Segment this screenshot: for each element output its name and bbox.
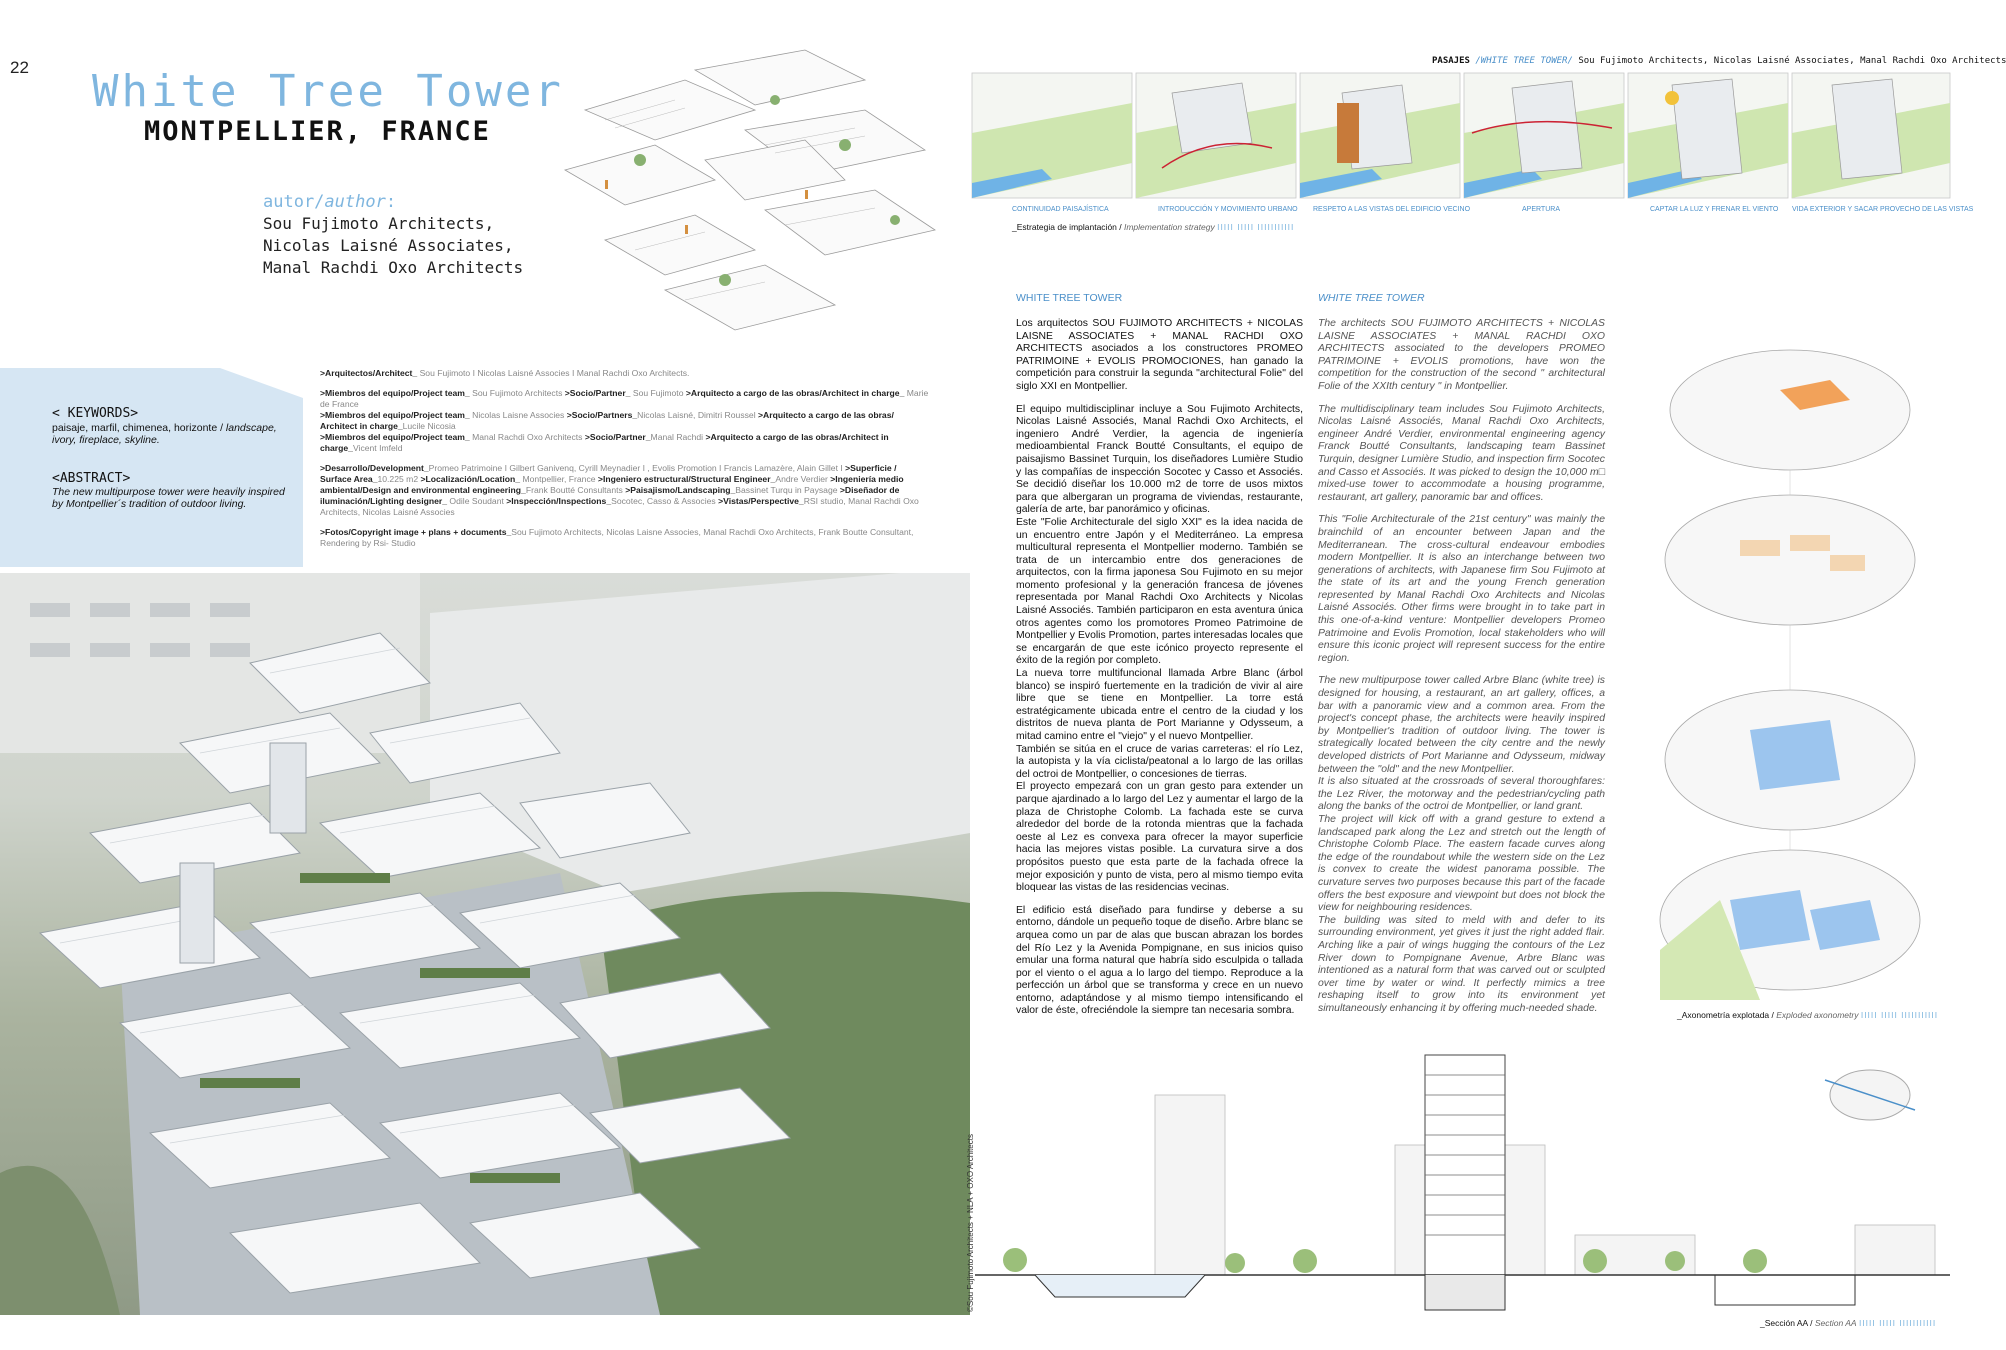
strategy-label: APERTURA bbox=[1522, 206, 1560, 213]
credit-run: Socotec, Casso & Associes bbox=[611, 496, 719, 506]
column-heading-en: WHITE TREE TOWER bbox=[1318, 292, 1425, 304]
credit-run: Manal Rachdi bbox=[650, 432, 706, 442]
credit-run: 10.225 m2 bbox=[377, 474, 421, 484]
section-aa-drawing bbox=[975, 1035, 1950, 1313]
body-text-es bbox=[1016, 318, 1303, 1018]
credit-run: Nicolas Laisne Associes bbox=[472, 410, 567, 420]
page-number-left: 22 bbox=[10, 58, 29, 77]
credits-paragraph bbox=[320, 463, 930, 518]
body-paragraph: The project will kick off with a grand gesture to extend a landscaped park along the Lez and stretch out the length of Christophe Colomb Place. The eastern facade curves along the edge of the roundabout while the western side on the Lez is convex to create the widest panorama possible. The curvature serves two purposes because this part of the facade offers the best exposure and viewpoint but does not block the view for neighbouring residences. bbox=[1318, 813, 1605, 914]
credit-run: Bassinet Turqu in Paysage bbox=[735, 485, 840, 495]
credit-run: Marie de France bbox=[320, 388, 929, 409]
author-line: Nicolas Laisné Associates, bbox=[263, 236, 514, 255]
abstract-text: The new multipurpose tower were heavily inspired by Montpellier´s tradition of outdoor living. bbox=[52, 486, 285, 510]
body-text-en bbox=[1318, 318, 1605, 1015]
credit-run: Promeo Patrimoine I Gilbert Ganivenq, Cyrill Meynadier I , Evolis Promotion I Francis Lamazère, Alain Gillet I bbox=[428, 463, 846, 473]
credit-run: >Socio/Partners_ bbox=[566, 410, 638, 420]
author-line: Sou Fujimoto Architects, bbox=[263, 214, 495, 233]
credit-run: Frank Boutté Consultants bbox=[525, 485, 626, 495]
credit-run: Sou Fujimoto Architects bbox=[472, 388, 565, 398]
credit-run: >Inspección/Inspections_ bbox=[506, 496, 612, 506]
author-list bbox=[263, 213, 523, 279]
strategy-caption: _Estrategia de implantación / Implementation strategy IIIII IIIII IIIIIIIIIII bbox=[1012, 222, 1295, 232]
credit-run: >Arquitecto a cargo de las obras/ Architect in charge_ bbox=[320, 410, 894, 431]
body-paragraph: El proyecto empezará con un gran gesto para extender un parque ajardinado a lo largo del Lez y aumentar el largo de la plaza de Christophe Colomb. La fachada este se curva alrededor del borde de la rotonda mientras que la fachada oeste al Lez es convexa para ofrecer la mayor superficie hacia las mejores vistas posible. La curvatura sirve a dos propósitos puesto que esta parte de la fachada ofrece la mejor exposición y punto de vista, pero al mismo tiempo evita bloquear las vistas de las residencias vecinas. bbox=[1016, 781, 1303, 894]
exploded-axonometry-drawing bbox=[1640, 300, 1950, 1000]
body-paragraph: The multidisciplinary team includes Sou Fujimoto Architects, Nicolas Laisné Associés, Manal Rachdi Oxo Architects, engineer André Verdier, environmental engineering agency Franck Boutté Consultants, landscaping team Bassinet Turquin, designer Lumière Studio, and inspection firm Socotec and Casso et Associés. It was picked to design the 10,000 m□ mixed-use tower to accommodate a housing programme, restaurant, art gallery, panoramic bar and offices. bbox=[1318, 403, 1605, 503]
axonometry-caption: _Axonometría explotada / Exploded axonometry IIIII IIIII IIIIIIIIIII bbox=[1677, 1010, 1939, 1020]
strategy-label: CAPTAR LA LUZ Y FRENAR EL VIENTO bbox=[1650, 206, 1779, 213]
body-paragraph: Los arquitectos SOU FUJIMOTO ARCHITECTS + NICOLAS LAISNE ASSOCIATES + MANAL RACHDI OXO ARCHITECTS asociados a los constructores PROMEO PATRIMOINE + EVOLIS PROMOCIONES, han ganado la competición para construir la segunda "architectural Folie" del siglo XXI en Montpellier. bbox=[1016, 318, 1303, 392]
credit-run: Nicolas Laisné, Dimitri Roussel bbox=[637, 410, 758, 420]
credits-paragraph bbox=[320, 388, 930, 454]
credit-run: >Arquitecto a cargo de las obras/Architect in charge_ bbox=[320, 432, 889, 453]
credits-paragraph bbox=[320, 527, 930, 549]
body-paragraph: El equipo multidisciplinar incluye a Sou Fujimoto Architects, Nicolas Laisné Associés, Manal Rachdi Oxo Architects, el ingeniero André Verdier, la agencia de ingeniería medioambiental Franck Boutté Consultants, el equipo de paisajismo Bassinet Turquin, los diseñadores Lumière Studio y las compañías de inspección Socotec y Casso et Associés. Se decidió diseñar los 10.000 m2 de torre de usos mixtos para que albergaran un programa de viviendas, restaurante, galería de arte, bar panorámico y oficinas. bbox=[1016, 403, 1303, 516]
credit-run: >Localización/Location_ bbox=[420, 474, 523, 484]
credit-run: >Miembros del equipo/Project team_ bbox=[320, 388, 473, 398]
implementation-strategy-strip bbox=[972, 73, 1950, 203]
credit-run: >Fotos/Copyright image + plans + documents_ bbox=[320, 527, 512, 537]
credit-run: RSI studio, Manal Rachdi Oxo Architects, Nicolas Laisné Associes bbox=[320, 496, 919, 517]
body-paragraph: Este "Folie Architecturale del siglo XXI" es la idea nacida de un encuentro entre Japón y el Mediterráneo. La empresa multicultural representa el Montpellier moderno. También se trata de un intercambio entre dos generaciones de arquitectos, con la firma japonesa Sou Fujimoto en su mejor momento profesional y la generación francesa de jóvenes representada por Manal Rachdi Oxo Architects y Nicolas Laisné Associés. También participaron en esta aventura única otros agentes como los promotores Promeo Patrimoine de Montpellier y Evolis Promotion, partes interesadas locales que se encargarán de que este icónico proyecto represente el éxito de la región por completo. bbox=[1016, 516, 1303, 667]
body-paragraph: The building was sited to meld with and defer to its surrounding environment, yet gives it just the right added flair. Arching like a pair of wings hugging the contours of the Lez River down to Pompignane Avenue, Arbre Blanc was intentioned as a natural form that was carved out or sculpted over time by water or wind. It perfectly mimics a tree reshaping itself to grow into its environment yet simultaneously enhancing it by offering much-needed shade. bbox=[1318, 914, 1605, 1014]
credit-run: >Arquitectos/Architect_ bbox=[320, 368, 420, 378]
credit-run: >Superficie / Surface Area_ bbox=[320, 463, 897, 484]
body-paragraph: El edificio está diseñado para fundirse y deberse a su entorno, dándole un pequeño toque de diseño. Arbre blanc se arquea como un par de alas que buscan abrazan los bordes del Río Lez y la Avenida Pompignane, en sus inicios quiso emular una forma natural que habría sido esculpida o tallada por el viento o el agua a lo largo del tiempo. Reproduce a la perfección un árbol que se transforma y crece en un nuevo entorno, adaptándose y al mismo tiempo intensificando el valor de éste, ofreciéndole la siempre tan necesaria sombra. bbox=[1016, 904, 1303, 1017]
credit-run: Montpellier, France bbox=[522, 474, 598, 484]
credit-run: >Miembros del equipo/Project team_ bbox=[320, 432, 473, 442]
keywords-heading: < KEYWORDS> bbox=[52, 406, 139, 421]
credit-run: Sou Fujimoto I Nicolas Laisné Associes I Manal Rachdi Oxo Architects. bbox=[419, 368, 690, 378]
tower-axonometric-sketch bbox=[545, 50, 945, 350]
credit-run: >Vistas/Perspective_ bbox=[718, 496, 804, 506]
article-title: White Tree Tower bbox=[92, 66, 564, 117]
credit-run: Sou Fujimoto bbox=[632, 388, 686, 398]
strategy-label: RESPETO A LAS VISTAS DEL EDIFICIO VECINO bbox=[1313, 206, 1471, 213]
running-header: PASAJES /WHITE TREE TOWER/ Sou Fujimoto Architects, Nicolas Laisné Associates, Manal Rachdi Oxo Architects bbox=[1432, 56, 2006, 66]
credit-run: >Ingeniero estructural/Structural Engineer_ bbox=[597, 474, 776, 484]
author-label: autor/author: bbox=[263, 192, 397, 212]
section-caption: _Sección AA / Section AA IIIII IIIII IIIIIIIIIII bbox=[1760, 1318, 1937, 1328]
credits-paragraph bbox=[320, 368, 930, 379]
credit-run: Vicent Imfeld bbox=[352, 443, 403, 453]
credit-run: >Diseñador de iluminación/Lighting designer_ bbox=[320, 485, 900, 506]
keywords-abstract-panel bbox=[0, 368, 303, 567]
strategy-label: INTRODUCCIÓN Y MOVIMIENTO URBANO bbox=[1158, 206, 1298, 213]
credit-run: >Ingeniería medio ambiental/Design and environmental engineering_ bbox=[320, 474, 904, 495]
article-subtitle: MONTPELLIER, FRANCE bbox=[144, 116, 491, 147]
project-credits bbox=[320, 368, 930, 558]
credit-run: >Arquitecto a cargo de las obras/Architect in charge_ bbox=[685, 388, 907, 398]
credit-run: >Desarrollo/Development_ bbox=[320, 463, 429, 473]
body-paragraph: The architects SOU FUJIMOTO ARCHITECTS + NICOLAS LAISNE ASSOCIATES + MANAL RACHDI OXO ARCHITECTS associated to the developers PROMEO PATRIMOINE + EVOLIS promotions, have won the competition for the construction of the second " architectural Folie of the XXIth century " in Montpellier. bbox=[1318, 318, 1605, 392]
tower-render-photo bbox=[0, 573, 970, 1315]
credit-run: Manal Rachdi Oxo Architects bbox=[472, 432, 585, 442]
credit-run: Andre Verdier bbox=[775, 474, 831, 484]
body-paragraph: La nueva torre multifuncional llamada Arbre Blanc (árbol blanco) se inspiró fuertemente en la tradición de vivir al aire libre que se tiene en Montpellier. La torre está estratégicamente ubicada entre el centro de la ciudad y los distritos de nueva planta de Port Marianne y Odysseum, a mitad camino entre el "viejo" y el nuevo Montpellier. bbox=[1016, 668, 1303, 742]
folded-corner-icon bbox=[220, 368, 303, 398]
abstract-heading: <ABSTRACT> bbox=[52, 471, 131, 486]
column-heading-es: WHITE TREE TOWER bbox=[1016, 292, 1123, 304]
photo-credit: ©Sou Fujimoto Architects + NLA + OXO Architects bbox=[966, 1134, 975, 1312]
credit-run: Sou Fujimoto Architects, Nicolas Laisne Associes, Manal Rachdi Oxo Architects, Frank Boutte Consultant, Rendering by Rsi- Studio bbox=[320, 527, 914, 548]
body-paragraph: It is also situated at the crossroads of several thoroughfares: the Lez River, the motorway and the pedestrian/cycling path along the banks of the octroi de Montpellier, or land grant. bbox=[1318, 776, 1605, 813]
keywords-text: paisaje, marfil, chimenea, horizonte / landscape, ivory, fireplace, skyline. bbox=[52, 422, 277, 446]
credit-run: Lucile Nicosia bbox=[402, 421, 456, 431]
credit-run: Odile Soudant bbox=[449, 496, 507, 506]
credit-run: >Miembros del equipo/Project team_ bbox=[320, 410, 473, 420]
credit-run: >Paisajismo/Landscaping_ bbox=[625, 485, 736, 495]
author-line: Manal Rachdi Oxo Architects bbox=[263, 258, 524, 277]
body-paragraph: The new multipurpose tower called Arbre Blanc (white tree) is designed for housing, a restaurant, an art gallery, offices, a bar with a panoramic view and a common area. From the project's concept phase, the architects were heavily inspired by Montpellier's tradition of outdoor living. The tower is strategically located between the city centre and the newly developed districts of Port Marianne and Odysseum, midway between the "old" and the new Montpellier. bbox=[1318, 675, 1605, 775]
credit-run: >Socio/Partner_ bbox=[564, 388, 633, 398]
body-paragraph: This "Folie Architecturale of the 21st century" was mainly the brainchild of an encounter between Japan and the Mediterranean. The cross-cultural endeavour embodies modern Montpellier. It is also an interchange between two generations of architects, with Japanese firm Sou Fujimoto at the state of its art and the young French generation represented by Manal Rachdi Oxo Architects and Nicolas Laisné Associés. Other firms were brought in to take part in this one-of-a-kind venture: Montpellier developers Promeo Patrimoine and Evolis Promotion, local stakeholders who will ensure this iconic project will represent success for the entire region. bbox=[1318, 514, 1605, 664]
credit-run: >Socio/Partner_ bbox=[584, 432, 651, 442]
strategy-label: VIDA EXTERIOR Y SACAR PROVECHO DE LAS VISTAS bbox=[1792, 206, 1974, 213]
strategy-label: CONTINUIDAD PAISAJÍSTICA bbox=[1012, 206, 1109, 213]
body-paragraph: También se sitúa en el cruce de varias carreteras: el río Lez, la autopista y la vía ciclista/peatonal a lo largo de las orillas del octroi de Montpellier, o concesiones de tierras. bbox=[1016, 743, 1303, 780]
